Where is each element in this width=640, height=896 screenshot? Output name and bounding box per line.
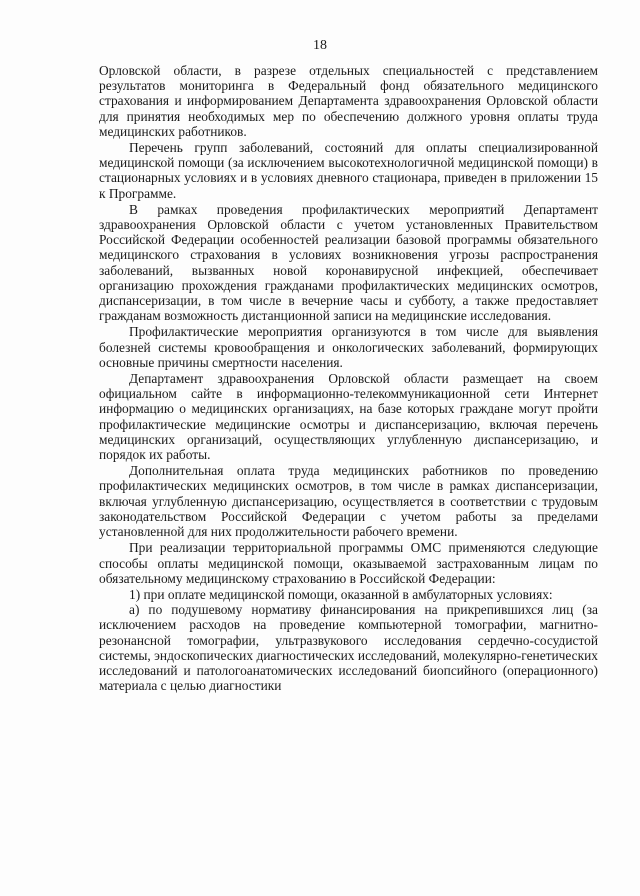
paragraph-6: Дополнительная оплата труда медицинских работников по проведению профилактических медицинских осмотров, в том числе в рамках диспансеризации, включая углубленную диспансеризацию, осуществляется в соответствии с трудовым законодательством Российской Федерации с учетом работы за пределами установленной для них продолжительности рабочего времени. — [99, 463, 598, 540]
paragraph-4: Профилактические мероприятия организуются в том числе для выявления болезней системы кровообращения и онкологических заболеваний, формирующих основные причины смертности населения. — [99, 324, 598, 370]
document-body — [99, 63, 598, 693]
page-number: 18 — [313, 38, 327, 53]
paragraph-8: 1) при оплате медицинской помощи, оказанной в амбулаторных условиях: — [129, 586, 553, 602]
paragraph-7: При реализации территориальной программы ОМС применяются следующие способы оплаты медицинской помощи, оказываемой застрахованным лицам по обязательному медицинскому страхованию в Российской Федерации: — [99, 540, 598, 586]
paragraph-2: Перечень групп заболеваний, состояний для оплаты специализированной медицинской помощи (за исключением высокотехнологичной медицинской помощи) в стационарных условиях и в условиях дневного стационара, приведен в приложении 15 к Программе. — [99, 140, 598, 201]
paragraph-9: а) по подушевому нормативу финансирования на прикрепившихся лиц (за исключением расходов на проведение компьютерной томографии, магнитно-резонансной томографии, ультразвукового исследования сердечно-сосудистой системы, эндоскопических диагностических исследований, молекулярно-генетических исследований и патологоанатомических исследований биопсийного (операционного) материала с целью диагностики — [99, 602, 598, 694]
paragraph-5: Департамент здравоохранения Орловской области размещает на своем официальном сайте в информационно-телекоммуникационной сети Интернет информацию о медицинских организациях, на базе которых граждане могут пройти профилактические медицинские осмотры и диспансеризацию, включая перечень медицинских организаций, осуществляющих углубленную диспансеризацию, и порядок их работы. — [99, 371, 598, 463]
paragraph-3: В рамках проведения профилактических мероприятий Департамент здравоохранения Орловской области с учетом установленных Правительством Российской Федерации особенностей реализации базовой программы обязательного медицинского страхования в условиях возникновения угрозы распространения заболеваний, вызванных новой коронавирусной инфекцией, обеспечивает организацию прохождения гражданами профилактических медицинских осмотров, диспансеризации, в том числе в вечерние часы и субботу, а также предоставляет гражданам возможность дистанционной записи на медицинские исследования. — [99, 201, 598, 324]
paragraph-1: Орловской области, в разрезе отдельных специальностей с представлением результатов мониторинга в Федеральный фонд обязательного медицинского страхования и информированием Департамента здравоохранения Орловской области для принятия необходимых мер по обеспечению должного уровня оплаты труда медицинских работников. — [99, 63, 598, 139]
